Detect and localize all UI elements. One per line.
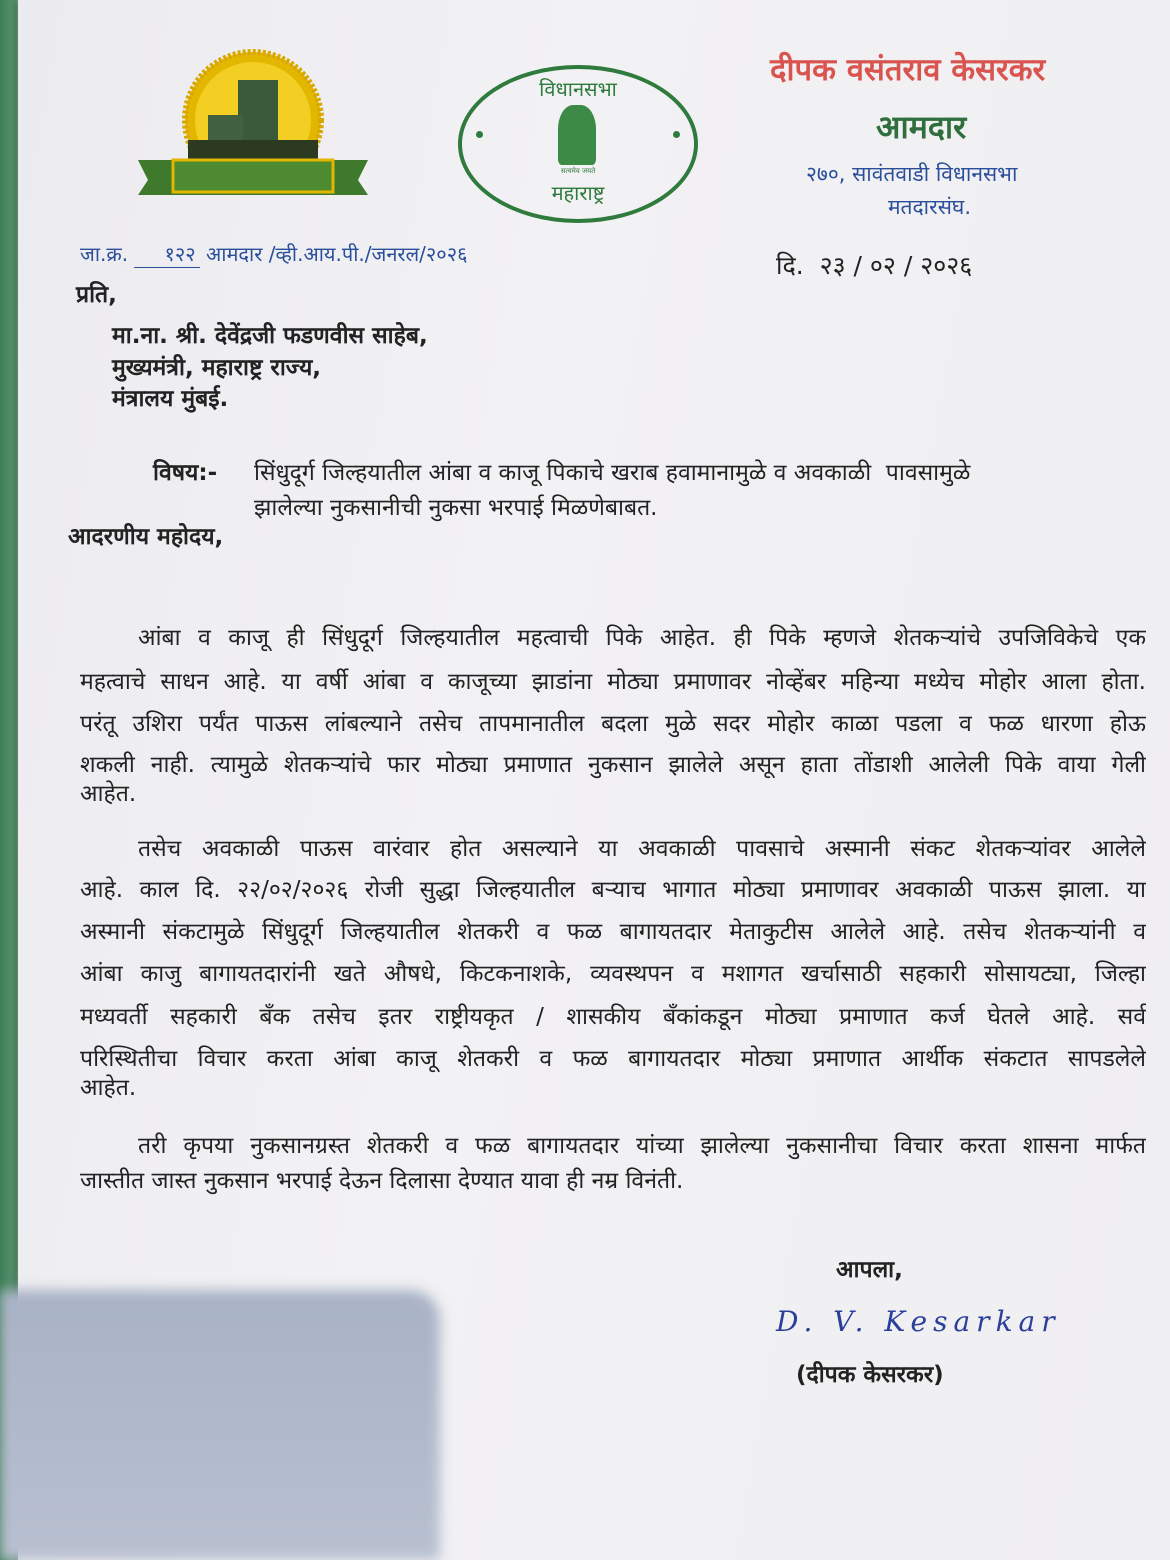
recipient-to: प्रति, (76, 282, 117, 308)
reference-no: १२२ (134, 240, 199, 268)
paragraph-3-line: जास्तीत जास्त नुकसान भरपाई देऊन दिलासा देण्यात यावा ही नम्र विनंती. (80, 1168, 684, 1194)
paragraph-2-line: परिस्थितीचा विचार करता आंबा काजू शेतकरी व फळ बागायतदार मोठ्या प्रमाणात आर्थीक संकटात सापडलेले (80, 1046, 1146, 1072)
paragraph-1-line: परंतू उशिरा पर्यंत पाऊस लांबल्याने तसेच तापमानातील बदला मुळे सदर मोहोर काळा पडला व फळ धारणा होऊ (80, 711, 1146, 737)
seal-bottom-text: महाराष्ट्र (551, 181, 605, 205)
recipient-name: मा.ना. श्री. देवेंद्रजी फडणवीस साहेब, (112, 323, 428, 349)
paragraph-2-line: आहेत. (80, 1075, 137, 1101)
seal-top-text: विधानसभा (539, 77, 617, 101)
paragraph-1-line: आंबा व काजू ही सिंधुदूर्ग जिल्हयातील महत्वाची पिके आहेत. ही पिके म्हणजे शेतकऱ्यांचे उपजिविकेचे एक (138, 625, 1146, 651)
paragraph-2-line: अस्मानी संकटामुळे सिंधुदूर्ग जिल्हयातील शेतकरी व फळ बागायतदार मेताकुटीस आलेले आहे. तसेच शेतकऱ्यांनी व (80, 919, 1146, 945)
reference-text: आमदार /व्ही.आय.पी./जनरल/२०२६ (206, 242, 468, 266)
closing: आपला, (836, 1257, 903, 1283)
vidhan-bhavan-logo (128, 45, 378, 205)
designation: आमदार (876, 108, 967, 146)
ashoka-emblem-icon (558, 105, 596, 165)
mla-name: दीपक वसंतराव केसरकर (770, 52, 1046, 88)
paragraph-2-line: आहे. काल दि. २२/०२/२०२६ रोजी सुद्धा जिल्हयातील बऱ्याच भागात मोठ्या प्रमाणावर अवकाळी पाऊस झाला. या (80, 877, 1146, 903)
recipient-office: मंत्रालय मुंबई. (112, 386, 229, 412)
paragraph-2-line: मध्यवर्ती सहकारी बँक तसेच इतर राष्ट्रीयकृत / शासकीय बँकांकडून मोठ्या प्रमाणात कर्ज घेतले आहे. सर्व (80, 1004, 1146, 1030)
subject-line-1: सिंधुदूर्ग जिल्हयातील आंबा व काजू पिकाचे खराब हवामानामुळे व अवकाळी पावसामुळे (254, 460, 971, 486)
subject-line-2: झालेल्या नुकसानीची नुकसा भरपाई मिळणेबाबत. (254, 495, 658, 521)
paragraph-3-line: तरी कृपया नुकसानग्रस्त शेतकरी व फळ बागायतदार यांच्या झालेल्या नुकसानीचा विचार करता शासना मार्फत (138, 1133, 1146, 1159)
paragraph-1-line: आहेत. (80, 781, 137, 807)
salutation: आदरणीय महोदय, (68, 524, 224, 550)
letter-date: दि. २३ / ०२ / २०२६ (776, 251, 973, 280)
paragraph-2-line: तसेच अवकाळी पाऊस वारंवार होत असल्याने या अवकाळी पावसाचे अस्मानी संकट शेतकऱ्यांवर आलेले (138, 836, 1146, 862)
paragraph-2-line: आंबा काजु बागायतदारांनी खते औषधे, किटकनाशके, व्यवस्थपन व मशागत खर्चासाठी सहकारी सोसायट्या, जिल्हा (80, 961, 1146, 987)
seal-dot (476, 131, 483, 138)
signatory-name: (दीपक केसरकर) (796, 1362, 944, 1388)
recipient-title: मुख्यमंत्री, महाराष्ट्र राज्य, (112, 355, 322, 381)
reference-number (80, 240, 468, 268)
seal-motto: सत्यमेव जयते (560, 167, 596, 175)
redacted-region (0, 1290, 440, 1560)
paragraph-1-line: शकली नाही. त्यामुळे शेतकऱ्यांचे फार मोठ्या प्रमाणात नुकसान झालेले असून हाता तोंडाशी आलेली पिके वाया गेली (80, 752, 1146, 778)
constituency-line-1: २७०, सावंतवाडी विधानसभा (806, 162, 1018, 186)
reference-label: जा.क्र. (80, 242, 129, 266)
vidhan-sabha-seal (458, 65, 698, 223)
seal-dot (673, 131, 680, 138)
paragraph-1-line: महत्वाचे साधन आहे. या वर्षी आंबा व काजूच्या झाडांना मोठ्या प्रमाणावर नोव्हेंबर महिन्या मध्येच मोहोर आला होता. (80, 669, 1146, 695)
signature: D. V. Kesarkar (776, 1305, 1061, 1338)
constituency-line-2: मतदारसंघ. (888, 195, 971, 219)
subject-label: विषय:- (153, 460, 218, 486)
